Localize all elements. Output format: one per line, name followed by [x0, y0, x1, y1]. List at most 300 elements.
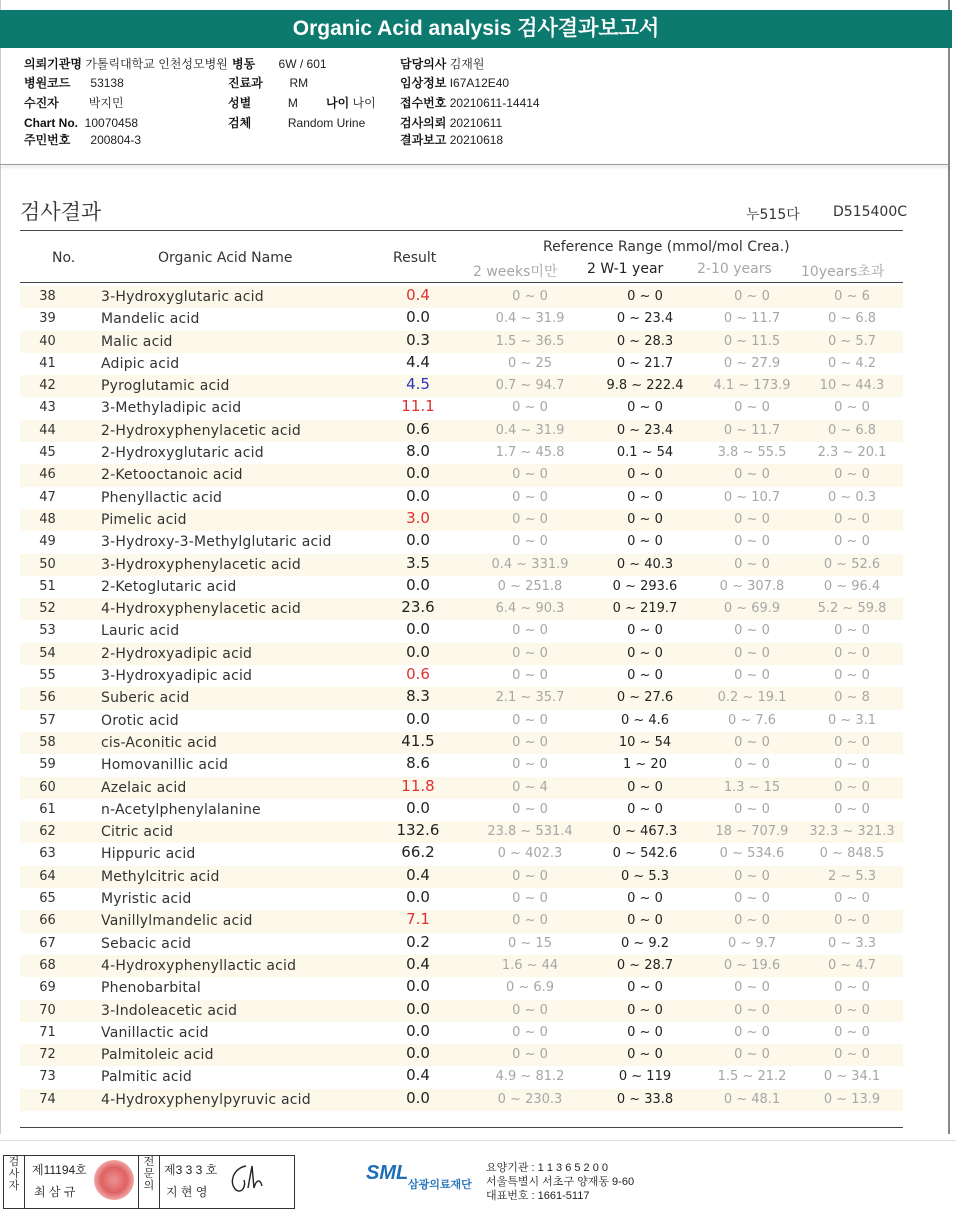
row-result: 8.6 [406, 754, 430, 773]
results-table-body [20, 286, 903, 1111]
row-ref-2weeks: 0 ~ 0 [512, 511, 548, 527]
row-acid-name: Phenyllactic acid [101, 489, 223, 506]
row-ref-2weeks: 0 ~ 4 [512, 779, 548, 795]
row-ref-2w1y: 0 ~ 0 [627, 489, 663, 505]
row-acid-name: Palmitoleic acid [101, 1047, 214, 1064]
row-ref-10y: 0 ~ 0 [834, 467, 870, 483]
row-ref-2w1y: 0 ~ 0 [627, 668, 663, 684]
row-ref-10y: 0 ~ 6.8 [827, 311, 877, 327]
row-ref-2-10y: 0 ~ 0 [734, 1047, 770, 1063]
row-no: 67 [39, 935, 56, 951]
row-result: 0.0 [406, 798, 430, 817]
row-ref-2w1y: 0 ~ 0 [627, 913, 663, 929]
row-acid-name: Mandelic acid [101, 311, 200, 328]
row-ref-2weeks: 0 ~ 0 [512, 467, 548, 483]
row-ref-10y: 0 ~ 0 [834, 891, 870, 907]
row-acid-name: Phenobarbital [101, 980, 201, 997]
row-result: 0.0 [406, 531, 430, 550]
row-result: 0.0 [406, 1044, 430, 1063]
row-result: 0.0 [406, 620, 430, 639]
row-ref-2w1y: 0 ~ 293.6 [612, 578, 678, 594]
table-row [20, 375, 903, 397]
row-ref-2w1y: 0 ~ 0 [627, 467, 663, 483]
table-row [20, 286, 903, 308]
table-row [20, 821, 903, 843]
info-divider [0, 164, 950, 165]
row-ref-2w1y: 0 ~ 0 [627, 1024, 663, 1040]
table-row [20, 1022, 903, 1044]
row-no: 47 [39, 489, 56, 505]
row-no: 40 [39, 333, 56, 349]
row-ref-10y: 0 ~ 5.7 [827, 333, 877, 349]
row-result: 0.0 [406, 308, 430, 327]
row-no: 39 [39, 311, 56, 327]
row-ref-2weeks: 0.7 ~ 94.7 [495, 378, 565, 394]
table-row [20, 487, 903, 509]
row-ref-2w1y: 0 ~ 0 [627, 511, 663, 527]
table-header-line [20, 282, 903, 283]
info-doctor: 담당의사 김재원 [400, 57, 485, 71]
row-acid-name: 2-Hydroxyglutaric acid [101, 445, 264, 462]
info-sex: 성별 M [228, 96, 298, 110]
row-result: 0.0 [406, 575, 430, 594]
row-result: 3.0 [406, 508, 430, 527]
row-ref-2-10y: 0 ~ 69.9 [723, 601, 781, 617]
info-age: 나이 나이 [326, 96, 376, 110]
table-bottom-line [20, 1127, 903, 1128]
row-no: 53 [39, 623, 56, 639]
row-result: 0.4 [406, 865, 430, 884]
row-result: 0.0 [406, 464, 430, 483]
row-ref-2weeks: 1.6 ~ 44 [501, 957, 559, 973]
table-row [20, 866, 903, 888]
row-ref-2-10y: 0 ~ 10.7 [723, 489, 781, 505]
table-row [20, 910, 903, 932]
row-ref-10y: 2.3 ~ 20.1 [817, 445, 887, 461]
row-ref-2-10y: 4.1 ~ 173.9 [713, 378, 791, 394]
row-ref-10y: 0 ~ 0 [834, 645, 870, 661]
row-ref-2w1y: 0 ~ 23.4 [616, 422, 674, 438]
row-result: 0.4 [406, 286, 430, 304]
table-top-line [20, 230, 903, 231]
row-ref-10y: 0 ~ 0 [834, 1002, 870, 1018]
row-ref-2w1y: 0 ~ 4.6 [620, 712, 670, 728]
row-no: 70 [39, 1002, 56, 1018]
header-ref-range: Reference Range (mmol/mol Crea.) [543, 239, 790, 255]
table-row [20, 464, 903, 486]
row-ref-2weeks: 6.4 ~ 90.3 [495, 601, 565, 617]
table-row [20, 397, 903, 419]
row-ref-2-10y: 0 ~ 9.7 [727, 935, 777, 951]
row-ref-2-10y: 0 ~ 11.7 [723, 422, 781, 438]
row-no: 69 [39, 980, 56, 996]
row-no: 46 [39, 467, 56, 483]
row-ref-2w1y: 0 ~ 0 [627, 891, 663, 907]
row-acid-name: Orotic acid [101, 712, 179, 729]
row-acid-name: Vanillylmandelic acid [101, 913, 253, 930]
row-acid-name: 3-Hydroxyphenylacetic acid [101, 556, 301, 573]
row-no: 72 [39, 1047, 56, 1063]
row-ref-2-10y: 0 ~ 27.9 [723, 355, 781, 371]
table-row [20, 598, 903, 620]
row-ref-10y: 0 ~ 0 [834, 801, 870, 817]
row-no: 71 [39, 1024, 56, 1040]
row-acid-name: Adipic acid [101, 355, 180, 372]
table-row [20, 732, 903, 754]
table-row [20, 1089, 903, 1111]
row-acid-name: Azelaic acid [101, 779, 187, 796]
org-line-3: 대표번호 : 1661-5117 [486, 1190, 590, 1202]
specialist-name: 지 현 영 [166, 1185, 208, 1199]
row-ref-2-10y: 0 ~ 0 [734, 757, 770, 773]
row-result: 23.6 [401, 598, 435, 617]
table-row [20, 754, 903, 776]
row-ref-2-10y: 0 ~ 7.6 [727, 712, 777, 728]
row-ref-2w1y: 0 ~ 0 [627, 980, 663, 996]
table-row [20, 955, 903, 977]
row-ref-2w1y: 9.8 ~ 222.4 [606, 378, 684, 394]
row-ref-2w1y: 10 ~ 54 [618, 734, 672, 750]
info-resident-no: 주민번호 200804-3 [24, 133, 142, 147]
row-ref-10y: 10 ~ 44.3 [819, 378, 885, 394]
header-sub-2-10y: 2-10 years [697, 261, 772, 277]
report-code-b: D515400C [833, 204, 907, 220]
row-no: 44 [39, 422, 56, 438]
row-acid-name: Pyroglutamic acid [101, 378, 230, 395]
row-ref-2w1y: 0 ~ 0 [627, 801, 663, 817]
row-acid-name: 4-Hydroxyphenylpyruvic acid [101, 1091, 311, 1108]
row-ref-2w1y: 0 ~ 28.7 [616, 957, 674, 973]
tester-id: 제11194호 [32, 1163, 87, 1177]
row-ref-2-10y: 0 ~ 0 [734, 801, 770, 817]
org-line-2: 서울특별시 서초구 양재동 9-60 [486, 1176, 635, 1188]
row-ref-2w1y: 0 ~ 0 [627, 623, 663, 639]
table-row [20, 977, 903, 999]
row-ref-2-10y: 0 ~ 0 [734, 980, 770, 996]
row-no: 63 [39, 846, 56, 862]
row-ref-2-10y: 0 ~ 48.1 [723, 1091, 781, 1107]
row-acid-name: Suberic acid [101, 690, 190, 707]
row-ref-2-10y: 1.5 ~ 21.2 [717, 1069, 787, 1085]
row-ref-2w1y: 0 ~ 467.3 [612, 824, 678, 840]
row-ref-10y: 0 ~ 0 [834, 1047, 870, 1063]
row-ref-2weeks: 0 ~ 251.8 [497, 578, 563, 594]
row-ref-2w1y: 0 ~ 9.2 [620, 935, 670, 951]
row-ref-2w1y: 0 ~ 28.3 [616, 333, 674, 349]
row-no: 56 [39, 690, 56, 706]
row-result: 0.4 [406, 954, 430, 973]
row-acid-name: Palmitic acid [101, 1069, 192, 1086]
row-ref-2-10y: 0 ~ 0 [734, 511, 770, 527]
row-ref-2weeks: 0 ~ 0 [512, 712, 548, 728]
row-no: 58 [39, 734, 56, 750]
row-acid-name: Pimelic acid [101, 511, 187, 528]
row-ref-2-10y: 0 ~ 0 [734, 913, 770, 929]
sml-logo: SML [366, 1162, 409, 1184]
row-no: 54 [39, 645, 56, 661]
row-ref-2-10y: 1.3 ~ 15 [723, 779, 781, 795]
row-acid-name: 3-Hydroxyadipic acid [101, 668, 253, 685]
row-result: 8.3 [406, 687, 430, 706]
row-acid-name: Methylcitric acid [101, 868, 220, 885]
row-ref-2w1y: 0 ~ 542.6 [612, 846, 678, 862]
row-ref-2weeks: 0 ~ 0 [512, 1047, 548, 1063]
row-result: 3.5 [406, 553, 430, 572]
row-result: 0.0 [406, 709, 430, 728]
row-ref-2weeks: 0 ~ 0 [512, 489, 548, 505]
row-acid-name: Myristic acid [101, 891, 192, 908]
row-acid-name: Hippuric acid [101, 846, 196, 863]
row-ref-2weeks: 0 ~ 230.3 [497, 1091, 563, 1107]
info-specimen: 검체 Random Urine [228, 116, 366, 130]
row-result: 0.3 [406, 330, 430, 349]
row-no: 41 [39, 355, 56, 371]
row-ref-2w1y: 0 ~ 0 [627, 1002, 663, 1018]
header-sub-2w1y: 2 W-1 year [587, 261, 664, 277]
row-ref-2weeks: 0 ~ 15 [508, 935, 552, 951]
row-ref-2-10y: 0.2 ~ 19.1 [717, 690, 787, 706]
row-ref-2-10y: 0 ~ 0 [734, 467, 770, 483]
row-acid-name: n-Acetylphenylalanine [101, 801, 261, 818]
info-requested: 검사의뢰 20210611 [400, 116, 503, 130]
row-acid-name: 2-Ketoglutaric acid [101, 578, 237, 595]
row-ref-2-10y: 0 ~ 0 [734, 645, 770, 661]
row-ref-10y: 0 ~ 6 [834, 289, 870, 304]
row-ref-2weeks: 0 ~ 0 [512, 913, 548, 929]
row-ref-2-10y: 3.8 ~ 55.5 [717, 445, 787, 461]
row-ref-2weeks: 0 ~ 6.9 [505, 980, 555, 996]
header-no: No. [52, 250, 76, 266]
row-ref-10y: 0 ~ 0 [834, 980, 870, 996]
specialist-id: 제3 3 3 호 [164, 1163, 218, 1177]
row-ref-2w1y: 0 ~ 0 [627, 779, 663, 795]
row-ref-2w1y: 0 ~ 5.3 [620, 868, 670, 884]
row-ref-2weeks: 0 ~ 402.3 [497, 846, 563, 862]
table-row [20, 933, 903, 955]
row-ref-2-10y: 0 ~ 0 [734, 1002, 770, 1018]
row-ref-2-10y: 0 ~ 0 [734, 868, 770, 884]
row-ref-2weeks: 0 ~ 0 [512, 645, 548, 661]
row-ref-10y: 0 ~ 0 [834, 668, 870, 684]
info-patient: 수진자 박지민 [24, 96, 124, 110]
row-no: 38 [39, 289, 56, 304]
row-ref-10y: 0 ~ 0 [834, 623, 870, 639]
row-ref-2weeks: 4.9 ~ 81.2 [495, 1069, 565, 1085]
row-ref-2-10y: 0 ~ 0 [734, 534, 770, 550]
row-ref-10y: 0 ~ 96.4 [823, 578, 881, 594]
row-ref-10y: 0 ~ 3.1 [827, 712, 877, 728]
row-ref-2-10y: 0 ~ 19.6 [723, 957, 781, 973]
row-ref-2-10y: 0 ~ 0 [734, 1024, 770, 1040]
row-result: 132.6 [396, 821, 440, 840]
row-ref-10y: 0 ~ 848.5 [819, 846, 885, 862]
tester-label: 검사자 [4, 1156, 25, 1208]
row-acid-name: 2-Hydroxyphenylacetic acid [101, 422, 301, 439]
row-ref-2-10y: 0 ~ 0 [734, 556, 770, 572]
row-no: 64 [39, 868, 56, 884]
row-ref-2weeks: 0 ~ 0 [512, 1024, 548, 1040]
specialist-label: 전문의 [138, 1156, 160, 1208]
row-result: 11.1 [401, 397, 435, 416]
row-no: 62 [39, 824, 56, 840]
row-ref-2-10y: 0 ~ 11.5 [723, 333, 781, 349]
row-no: 49 [39, 534, 56, 550]
row-no: 74 [39, 1091, 56, 1107]
row-ref-10y: 32.3 ~ 321.3 [809, 824, 895, 840]
table-row [20, 420, 903, 442]
row-no: 45 [39, 445, 56, 461]
row-ref-2-10y: 0 ~ 0 [734, 891, 770, 907]
row-no: 73 [39, 1069, 56, 1085]
row-no: 59 [39, 757, 56, 773]
header-result: Result [393, 250, 437, 266]
row-ref-2-10y: 0 ~ 0 [734, 668, 770, 684]
row-ref-10y: 0 ~ 0.3 [827, 489, 877, 505]
row-ref-10y: 0 ~ 13.9 [823, 1091, 881, 1107]
row-result: 0.0 [406, 642, 430, 661]
info-hospital-code: 병원코드 53138 [24, 76, 124, 90]
row-ref-2weeks: 0 ~ 0 [512, 801, 548, 817]
row-result: 11.8 [401, 776, 435, 795]
row-ref-10y: 0 ~ 6.8 [827, 422, 877, 438]
row-ref-2weeks: 0 ~ 0 [512, 868, 548, 884]
row-result: 41.5 [401, 731, 435, 750]
row-no: 61 [39, 801, 56, 817]
org-info [486, 1161, 634, 1203]
row-ref-2w1y: 0 ~ 0 [627, 534, 663, 550]
row-acid-name: 2-Hydroxyadipic acid [101, 645, 253, 662]
row-acid-name: 4-Hydroxyphenyllactic acid [101, 957, 297, 974]
table-row [20, 554, 903, 576]
row-ref-2w1y: 0.1 ~ 54 [616, 445, 674, 461]
row-ref-2w1y: 0 ~ 0 [627, 400, 663, 416]
row-ref-10y: 0 ~ 0 [834, 913, 870, 929]
row-no: 42 [39, 378, 56, 394]
row-result: 0.0 [406, 1088, 430, 1107]
row-result: 66.2 [401, 843, 435, 862]
row-no: 43 [39, 400, 56, 416]
row-ref-2w1y: 0 ~ 33.8 [616, 1091, 674, 1107]
row-result: 0.4 [406, 1066, 430, 1085]
table-row [20, 665, 903, 687]
signature-icon [224, 1160, 266, 1198]
org-line-1: 요양기관 : 1 1 3 6 5 2 0 0 [486, 1162, 609, 1174]
row-result: 0.0 [406, 888, 430, 907]
table-row [20, 888, 903, 910]
row-result: 8.0 [406, 442, 430, 461]
row-ref-2weeks: 0 ~ 0 [512, 534, 548, 550]
row-ref-2w1y: 0 ~ 23.4 [616, 311, 674, 327]
row-ref-10y: 0 ~ 34.1 [823, 1069, 881, 1085]
row-result: 7.1 [406, 910, 430, 929]
table-row [20, 1000, 903, 1022]
row-no: 68 [39, 957, 56, 973]
row-ref-2weeks: 0 ~ 0 [512, 400, 548, 416]
row-ref-10y: 0 ~ 4.7 [827, 957, 877, 973]
row-ref-2weeks: 0 ~ 0 [512, 623, 548, 639]
row-ref-2weeks: 0 ~ 0 [512, 289, 548, 304]
row-ref-10y: 0 ~ 0 [834, 1024, 870, 1040]
row-no: 52 [39, 601, 56, 617]
table-row [20, 308, 903, 330]
row-ref-2weeks: 0 ~ 0 [512, 734, 548, 750]
row-no: 65 [39, 891, 56, 907]
row-ref-2weeks: 0 ~ 0 [512, 757, 548, 773]
row-ref-2-10y: 0 ~ 307.8 [719, 578, 785, 594]
row-ref-2weeks: 0 ~ 0 [512, 1002, 548, 1018]
row-result: 0.0 [406, 999, 430, 1018]
report-title: Organic Acid analysis 검사결과보고서 [0, 10, 952, 48]
row-ref-2-10y: 0 ~ 11.7 [723, 311, 781, 327]
row-acid-name: Citric acid [101, 824, 174, 841]
seal-stamp-icon [94, 1160, 134, 1200]
row-ref-2weeks: 0.4 ~ 31.9 [495, 422, 565, 438]
table-row [20, 777, 903, 799]
row-ref-2w1y: 0 ~ 40.3 [616, 556, 674, 572]
row-ref-2w1y: 0 ~ 219.7 [612, 601, 678, 617]
row-ref-2-10y: 0 ~ 0 [734, 623, 770, 639]
row-result: 0.2 [406, 932, 430, 951]
table-row [20, 710, 903, 732]
row-result: 4.4 [406, 352, 430, 371]
row-ref-2weeks: 23.8 ~ 531.4 [487, 824, 573, 840]
row-ref-2weeks: 1.7 ~ 45.8 [495, 445, 565, 461]
table-row [20, 442, 903, 464]
row-ref-2-10y: 0 ~ 534.6 [719, 846, 785, 862]
row-ref-2weeks: 0.4 ~ 31.9 [495, 311, 565, 327]
row-no: 66 [39, 913, 56, 929]
row-ref-2-10y: 18 ~ 707.9 [715, 824, 789, 840]
row-no: 48 [39, 511, 56, 527]
row-ref-10y: 0 ~ 8 [834, 690, 870, 706]
row-ref-10y: 0 ~ 3.3 [827, 935, 877, 951]
row-acid-name: Sebacic acid [101, 935, 192, 952]
row-acid-name: 3-Hydroxyglutaric acid [101, 289, 264, 305]
row-acid-name: Lauric acid [101, 623, 180, 640]
section-title: 검사결과 [20, 200, 102, 224]
table-row [20, 331, 903, 353]
row-ref-10y: 0 ~ 0 [834, 400, 870, 416]
row-result: 4.5 [406, 375, 430, 394]
table-row [20, 620, 903, 642]
row-acid-name: 3-Hydroxy-3-Methylglutaric acid [101, 534, 332, 551]
table-row [20, 799, 903, 821]
org-name: 삼광의료재단 [408, 1179, 472, 1191]
row-acid-name: 3-Indoleacetic acid [101, 1002, 238, 1019]
table-row [20, 1044, 903, 1066]
row-acid-name: Homovanillic acid [101, 757, 229, 774]
info-reported: 결과보고 20210618 [400, 133, 504, 147]
table-row [20, 1066, 903, 1088]
tester-name: 최 삼 규 [34, 1185, 76, 1199]
info-ward: 병동 6W / 601 [232, 57, 327, 71]
report-code-a: 누515다 [746, 207, 800, 223]
row-acid-name: Vanillactic acid [101, 1024, 209, 1041]
row-ref-2weeks: 2.1 ~ 35.7 [495, 690, 565, 706]
row-ref-2-10y: 0 ~ 0 [734, 289, 770, 304]
row-ref-10y: 0 ~ 0 [834, 511, 870, 527]
row-ref-2weeks: 0 ~ 0 [512, 668, 548, 684]
table-row [20, 576, 903, 598]
row-ref-10y: 0 ~ 52.6 [823, 556, 881, 572]
row-ref-10y: 0 ~ 0 [834, 757, 870, 773]
row-no: 60 [39, 779, 56, 795]
header-sub-2weeks: 2 weeks미만 [473, 264, 558, 280]
row-ref-10y: 0 ~ 4.2 [827, 355, 877, 371]
header-name: Organic Acid Name [158, 250, 293, 266]
row-no: 51 [39, 578, 56, 594]
row-ref-2w1y: 0 ~ 0 [627, 645, 663, 661]
